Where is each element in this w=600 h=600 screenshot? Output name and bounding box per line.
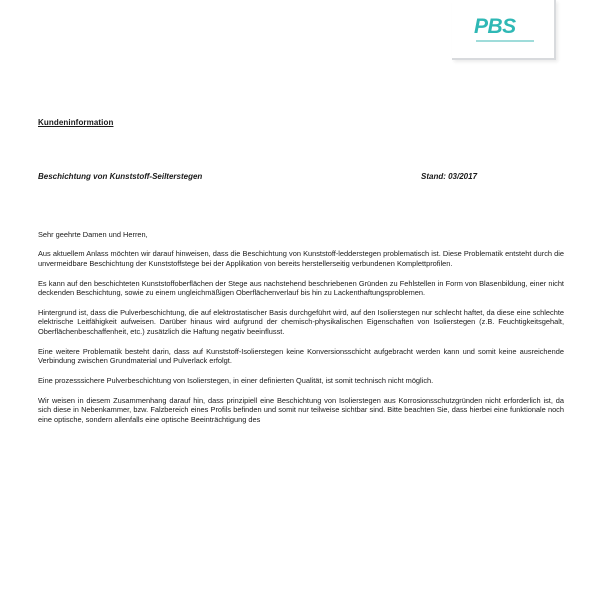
subject-title: Beschichtung von Kunststoff-Seilterstegen — [38, 172, 203, 181]
body-paragraph: Wir weisen in diesem Zusammenhang darauf hin, dass prinzipiell eine Beschichtung von Isolierstegen aus Korrosionsschutzgründen nicht erforderlich ist, da sich diese in Nebenkammer, bzw. Falzbereich eines Profils befinden und somit nur teilweise sichtbar sind. Bitte beachten Sie, dass hierbei eine funktionale noch eine optische, sondern allenfalls eine optische Beeinträchtigung des — [38, 395, 564, 424]
company-logo-card — [452, 0, 556, 60]
letter-body — [38, 230, 564, 435]
greeting: Sehr geehrte Damen und Herren, — [38, 230, 148, 239]
body-paragraph: Es kann auf den beschichteten Kunststoffoberflächen der Stege aus nachstehend beschriebenen Gründen zu Fehlstellen in Form von Blasenbildung, einer nicht deckenden Beschichtung, sowie zu einem ungleichmäßigen Oberflächenverlauf bis hin zu Lackenthaftungsproblemen. — [38, 278, 564, 298]
company-logo: PBS — [474, 15, 516, 38]
body-paragraph: Hintergrund ist, dass die Pulverbeschichtung, die auf elektrostatischer Basis durchgeführt wird, auf den Isolierstegen nur schlecht haftet, da diese eine schlechte elektrische Leitfähigkeit aufweisen. Darüber hinaus wird aufgrund der chemisch-physikalischen Eigenschaften von Isolierstegen (z.B. Feuchtigkeitsgehalt, Oberflächenbeschaffenheit, etc.) zusätzlich die Haftung negativ beeinflusst. — [38, 308, 564, 336]
document-heading: Kundeninformation — [38, 118, 114, 127]
body-paragraph: Aus aktuellem Anlass möchten wir darauf hinweisen, dass die Beschichtung von Kunststoff-ledderstegen problematisch ist. Diese Problematik entsteht durch die unvermeidbare Beschichtung der Kunststoffstege bei der Applikation von bereits herstellerseitig verbundenen Komplettprofilen. — [38, 249, 564, 268]
logo-underline — [476, 40, 534, 42]
body-paragraph: Eine weitere Problematik besteht darin, dass auf Kunststoff-Isolierstegen keine Konversionsschicht aufgebracht werden kann und somit keine ausreichende Verbindung zwischen Grundmaterial und Pulverlack erfolgt. — [38, 346, 564, 366]
body-paragraph: Eine prozesssichere Pulverbeschichtung von Isolierstegen, in einer definierten Qualität, ist somit technisch nicht möglich. — [38, 376, 434, 386]
document-date: Stand: 03/2017 — [421, 172, 478, 181]
